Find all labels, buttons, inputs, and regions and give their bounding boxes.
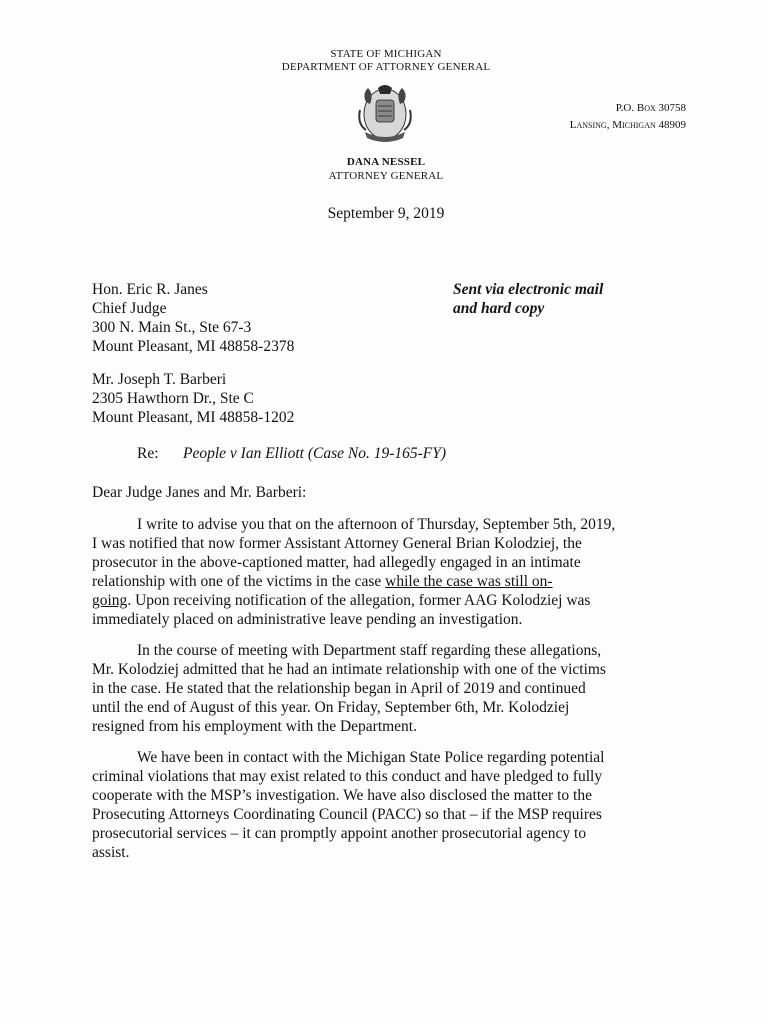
- attorney-general-title: ATTORNEY GENERAL: [328, 170, 444, 182]
- delivery-line: Sent via electronic mail: [453, 281, 604, 298]
- recipient-barberi: [92, 370, 294, 427]
- recipient-line: 2305 Hawthorn Dr., Ste C: [92, 390, 254, 407]
- re-subject: People v Ian Elliott (Case No. 19-165-FY): [183, 445, 447, 462]
- letter-date: September 9, 2019: [327, 205, 445, 222]
- salutation: Dear Judge Janes and Mr. Barberi:: [92, 484, 307, 501]
- po-box: P.O. Box 30758: [615, 102, 686, 114]
- paragraph-line: criminal violations that may exist related to this conduct and have pledged to fully: [92, 768, 603, 785]
- recipient-line: 300 N. Main St., Ste 67-3: [92, 319, 252, 336]
- paragraph-line: I was notified that now former Assistant Attorney General Brian Kolodziej, the: [92, 535, 582, 552]
- paragraph-line: until the end of August of this year. On Friday, September 6th, Mr. Kolodziej: [92, 699, 570, 716]
- delivery-method: [453, 280, 603, 318]
- paragraph-line: Mr. Kolodziej admitted that he had an intimate relationship with one of the victims: [92, 661, 606, 678]
- paragraph-line: I write to advise you that on the afternoon of Thursday, September 5th, 2019,: [137, 516, 616, 533]
- paragraph-line: [92, 572, 688, 591]
- line-segment: relationship with one of the victims in the case: [92, 573, 386, 590]
- paragraph-3: [92, 748, 688, 862]
- paragraph-line: [92, 591, 688, 610]
- letterhead-department: DEPARTMENT OF ATTORNEY GENERAL: [281, 61, 491, 73]
- city-state-zip: Lansing, Michigan 48909: [569, 119, 686, 131]
- line-segment: . Upon receiving notification of the allegation, former AAG Kolodziej was: [127, 592, 591, 609]
- paragraph-line: prosecutorial services – it can promptly appoint another prosecutorial agency to: [92, 825, 587, 842]
- paragraph-line: Prosecuting Attorneys Coordinating Council (PACC) so that – if the MSP requires: [92, 806, 602, 823]
- letterhead-state: STATE OF MICHIGAN: [330, 48, 442, 60]
- paragraph-line: immediately placed on administrative leave pending an investigation.: [92, 611, 523, 628]
- recipient-janes: [92, 280, 294, 356]
- paragraph-2: [92, 641, 688, 736]
- paragraph-1: [92, 515, 688, 629]
- recipient-line: Chief Judge: [92, 300, 167, 317]
- paragraph-line: assist.: [92, 844, 130, 861]
- paragraph-line: in the case. He stated that the relationship began in April of 2019 and continued: [92, 680, 586, 697]
- delivery-line: and hard copy: [453, 300, 545, 317]
- recipient-line: Mount Pleasant, MI 48858-2378: [92, 338, 295, 355]
- michigan-seal-icon: [350, 80, 420, 146]
- recipient-line: Hon. Eric R. Janes: [92, 281, 208, 298]
- paragraph-line: resigned from his employment with the Department.: [92, 718, 417, 735]
- recipient-line: Mount Pleasant, MI 48858-1202: [92, 409, 295, 426]
- recipient-line: Mr. Joseph T. Barberi: [92, 371, 227, 388]
- paragraph-line: prosecutor in the above-captioned matter, had allegedly engaged in an intimate: [92, 554, 581, 571]
- paragraph-line: cooperate with the MSP’s investigation. We have also disclosed the matter to the: [92, 787, 592, 804]
- underlined-segment: while the case was still on-: [385, 573, 553, 590]
- paragraph-line: In the course of meeting with Department staff regarding these allegations,: [137, 642, 602, 659]
- underlined-segment: going: [92, 592, 128, 609]
- re-label: Re:: [137, 445, 159, 462]
- attorney-general-name: DANA NESSEL: [346, 156, 426, 168]
- paragraph-line: We have been in contact with the Michigan State Police regarding potential: [137, 749, 605, 766]
- return-address: [570, 100, 686, 134]
